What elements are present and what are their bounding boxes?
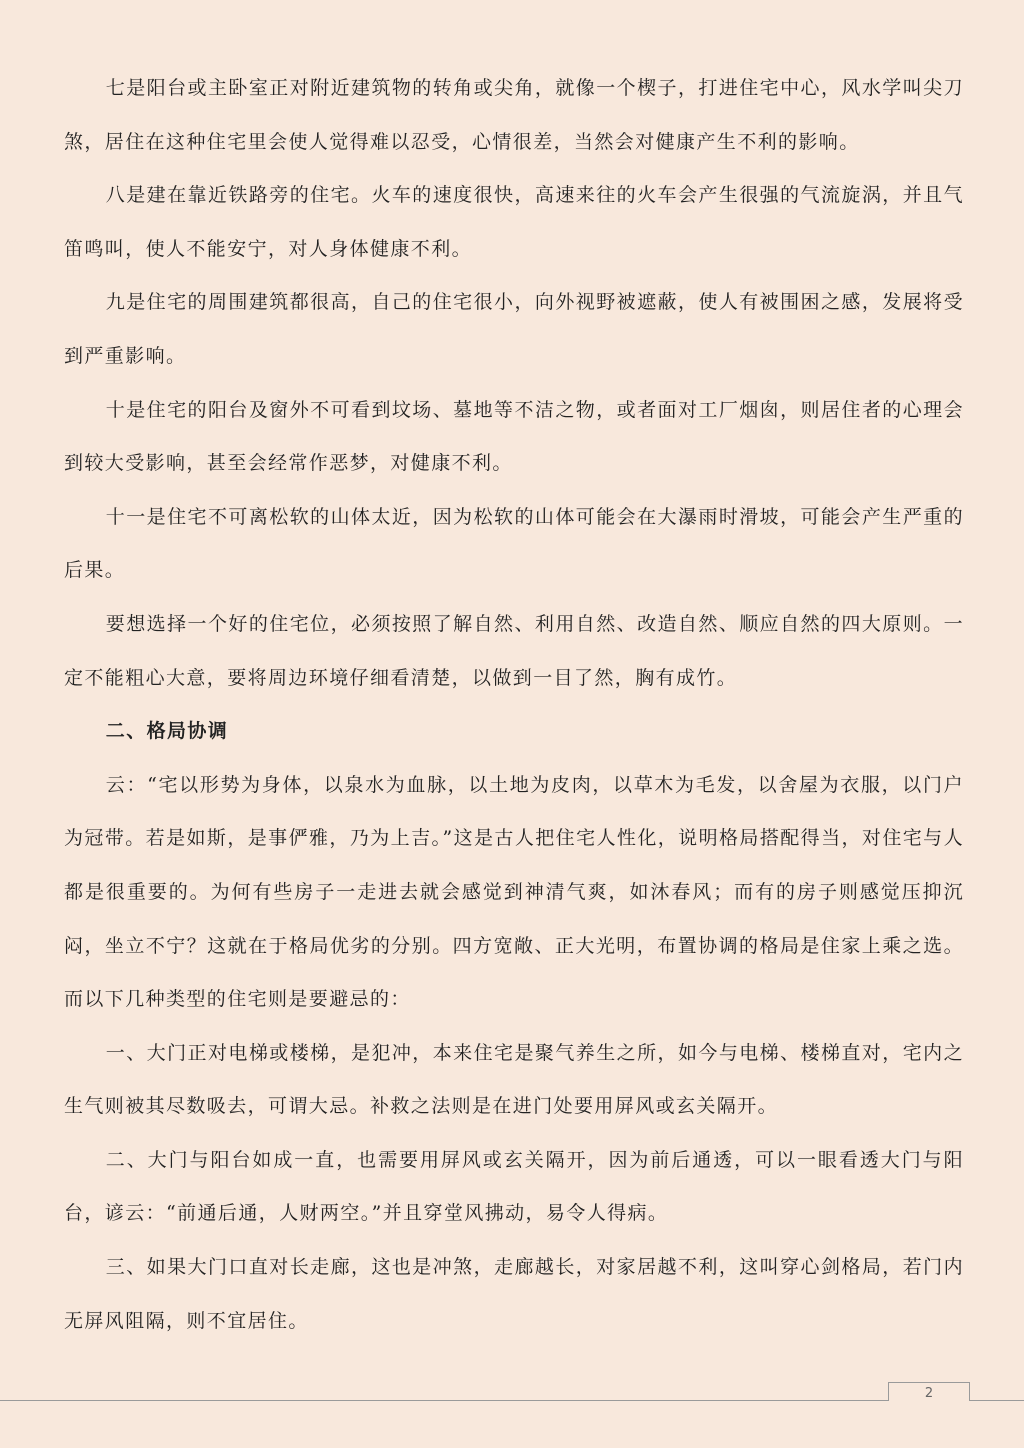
paragraph-summary: 要想选择一个好的住宅位，必须按照了解自然、利用自然、改造自然、顺应自然的四大原则。一定不能粗心大意，要将周边环境仔细看清楚，以做到一目了然，胸有成竹。 — [64, 612, 964, 689]
paragraph-7: 七是阳台或主卧室正对附近建筑物的转角或尖角，就像一个楔子，打进住宅中心，风水学叫尖刀煞，居住在这种住宅里会使人觉得难以忍受，心情很差，当然会对健康产生不利的影响。 — [64, 77, 964, 153]
footer-divider — [0, 1400, 1024, 1401]
paragraph-9: 九是住宅的周围建筑都很高，自己的住宅很小，向外视野被遮蔽，使人有被围困之感，发展将受到严重影响。 — [64, 291, 964, 367]
paragraph-item-1: 一、大门正对电梯或楼梯，是犯冲，本来住宅是聚气养生之所，如今与电梯、楼梯直对，宅内之生气则被其尽数吸去，可谓大忌。补救之法则是在进门处要用屏风或玄关隔开。 — [64, 1041, 964, 1118]
paragraph-11: 十一是住宅不可离松软的山体太近，因为松软的山体可能会在大瀑雨时滑坡，可能会产生严重的后果。 — [64, 505, 964, 582]
paragraph-10: 十是住宅的阳台及窗外不可看到坟场、墓地等不洁之物，或者面对工厂烟囱，则居住者的心理会到较大受影响，甚至会经常作恶梦，对健康不利。 — [64, 398, 964, 475]
paragraph-item-2: 二、大门与阳台如成一直，也需要用屏风或玄关隔开，因为前后通透，可以一眼看透大门与阳台，谚云：“前通后通，人财两空。”并且穿堂风拂动，易令人得病。 — [64, 1148, 964, 1225]
paragraph-item-3: 三、如果大门口直对长走廊，这也是冲煞，走廊越长，对家居越不利，这叫穿心剑格局，若门内无屏风阻隔，则不宜居住。 — [64, 1256, 964, 1332]
paragraph-quote: 云：“宅以形势为身体，以泉水为血脉，以土地为皮肉，以草木为毛发，以舍屋为衣服，以门户为冠带。若是如斯，是事俨雅，乃为上吉。”这是古人把住宅人性化，说明格局搭配得当，对住宅与人都是很重要的。为何有些房子一走进去就会感觉到神清气爽，如沐春风；而有的房子则感觉压抑沉闷，坐立不宁？这就在于格局优劣的分别。四方宽敞、正大光明，布置协调的格局是住家上乘之选。而以下几种类型的住宅则是要避忌的： — [64, 773, 964, 1011]
document-body — [64, 62, 964, 1348]
page-number: 2 — [888, 1382, 970, 1401]
section-heading: 二、格局协调 — [105, 720, 229, 743]
paragraph-8: 八是建在靠近铁路旁的住宅。火车的速度很快，高速来往的火车会产生很强的气流旋涡，并且气笛鸣叫，使人不能安宁，对人身体健康不利。 — [64, 184, 964, 260]
